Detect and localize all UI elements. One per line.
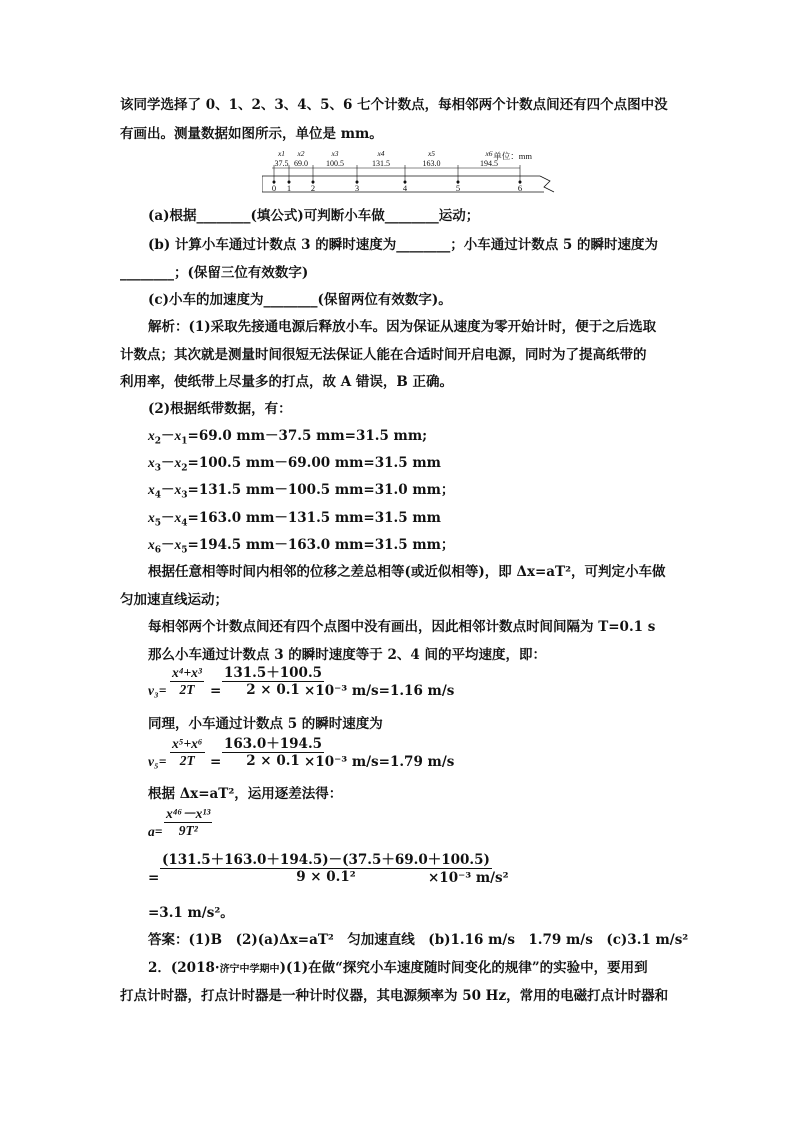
segment-length: 69.0 bbox=[294, 159, 308, 168]
segment-label: x3 bbox=[331, 149, 339, 158]
analysis-para-4: 每相邻两个计数点间还有四个点图中没有画出，因此相邻计数点时间间隔为 T=0.1 s bbox=[148, 619, 656, 635]
analysis-para-6: 同理，小车通过计数点 5 的瞬时速度为 bbox=[148, 716, 383, 732]
difference-line: $x_4-x_3=131.5$ mm－100.5 mm=31.0 mm； bbox=[148, 482, 455, 501]
segment-length: 100.5 bbox=[326, 159, 344, 168]
analysis-label: 解析： bbox=[148, 319, 189, 335]
question-b-line-2: ________；(保留三位有效数字) bbox=[120, 265, 309, 281]
difference-line: $x_2-x_1=69.0$ mm－37.5 mm=31.5 mm; bbox=[148, 428, 428, 447]
analysis-para-5: 那么小车通过计数点 3 的瞬时速度等于 2、4 间的平均速度，即： bbox=[148, 647, 546, 663]
a-lhs: a= bbox=[148, 824, 163, 839]
a-fraction: $\frac{\text{x⁴⁶－x¹³}}{\text{9T²}}$ bbox=[166, 806, 211, 838]
segment-length: 163.0 bbox=[422, 159, 441, 168]
segment-label: x6 bbox=[485, 149, 493, 158]
segment-label: x4 bbox=[377, 149, 385, 158]
count-point-label: 4 bbox=[402, 183, 408, 193]
v3-lhs: v₃= bbox=[148, 683, 167, 698]
question-source: 济宁中学期中 bbox=[219, 964, 280, 975]
a2-lhs: = bbox=[148, 870, 160, 886]
count-point-label: 3 bbox=[354, 183, 360, 193]
intro-line-2: 有画出。测量数据如图所示，单位是 mm。 bbox=[120, 126, 383, 142]
analysis-para-3-line-2: 匀加速直线运动； bbox=[120, 592, 228, 608]
question-a: (a)根据________(填公式)可判断小车做________运动； bbox=[148, 208, 480, 224]
next-question-line-1: 2．(2018·济宁中学期中)(1)在做“探究小车速度随时间变化的规律”的实验中，要用到 bbox=[148, 960, 648, 976]
paper-tape-diagram bbox=[262, 148, 562, 194]
count-point-label: 5 bbox=[455, 183, 461, 193]
difference-line: $x_5-x_4=163.0$ mm－131.5 mm=31.5 mm bbox=[148, 510, 441, 529]
count-point-label: 2 bbox=[310, 183, 316, 193]
count-point-label: 6 bbox=[517, 183, 523, 193]
v5-result: ×10⁻³ m/s=1.79 m/s bbox=[304, 754, 455, 770]
question-c: (c)小车的加速度为________(保留两位有效数字)。 bbox=[148, 292, 452, 308]
segment-length: 194.5 bbox=[480, 159, 498, 168]
analysis-para-3-line-1: 根据任意相等时间内相邻的位移之差总相等(或近似相等)，即 Δx=aT²，可判定小车做 bbox=[148, 564, 666, 580]
question-b-line-1: (b) 计算小车通过计数点 3 的瞬时速度为________；小车通过计数点 5 的瞬时速度为 bbox=[148, 237, 658, 253]
analysis-para-1-line-3: 利用率，使纸带上尽量多的打点，故 A 错误，B 正确。 bbox=[120, 374, 453, 390]
a-result: =3.1 m/s²。 bbox=[148, 905, 234, 921]
analysis-para-1-line-2: 计数点；其次就是测量时间很短无法保证人能在合适时间开启电源，同时为了提高纸带的 bbox=[120, 347, 647, 363]
v5-fraction-1: $\frac{\text{x⁵+x⁶}}{2T}$ bbox=[172, 736, 203, 768]
analysis-para-7: 根据 Δx=aT²，运用逐差法得： bbox=[148, 786, 343, 802]
answer-line: 答案：(1)B (2)(a)Δx=aT² 匀加速直线 (b)1.16 m/s 1.79 m/s (c)3.1 m/s² bbox=[148, 932, 689, 948]
tape-unit-label: 单位：mm bbox=[493, 151, 532, 161]
segment-length: 131.5 bbox=[372, 159, 390, 168]
v3-fraction-2: $\frac{131.5+100.5}{2 \times 0.1}$ bbox=[224, 665, 323, 698]
analysis-para-1-line-1: 解析：(1)采取先接通电源后释放小车。因为保证从速度为零开始计时，便于之后选取 bbox=[148, 319, 657, 335]
segment-length: 37.5 bbox=[274, 159, 289, 168]
segment-label: x1 bbox=[277, 149, 286, 158]
intro-line-1: 该同学选择了 0、1、2、3、4、5、6 七个计数点，每相邻两个计数点间还有四个点图中没 bbox=[120, 97, 668, 113]
next-question-line-2: 打点计时器，打点计时器是一种计时仪器，其电源频率为 50 Hz，常用的电磁打点计时器和 bbox=[120, 988, 669, 1004]
segment-label: x2 bbox=[297, 149, 305, 158]
a2-result: ×10⁻³ m/s² bbox=[428, 870, 509, 886]
count-point-label: 1 bbox=[286, 183, 292, 193]
analysis-para-2: (2)根据纸带数据，有： bbox=[148, 401, 292, 417]
v3-result: ×10⁻³ m/s=1.16 m/s bbox=[304, 683, 455, 699]
difference-line: $x_6-x_5=194.5$ mm－163.0 mm=31.5 mm； bbox=[148, 537, 455, 556]
a2-fraction: $\frac{(131.5+163.0+194.5)-(37.5+69.0+100.5)}{\text{9 × 0.1²}}$ bbox=[162, 852, 490, 885]
count-point-label: 0 bbox=[271, 183, 277, 193]
segment-label: x5 bbox=[427, 149, 436, 158]
difference-line: $x_3-x_2=100.5$ mm－69.00 mm=31.5 mm bbox=[148, 455, 441, 474]
v3-fraction-1: $\frac{\text{x⁴+x³}}{2T}$ bbox=[172, 665, 202, 697]
v5-lhs: v₅= bbox=[148, 754, 167, 769]
tape-torn-edge bbox=[540, 176, 554, 192]
v5-fraction-2: $\frac{163.0+194.5}{2 \times 0.1}$ bbox=[224, 736, 323, 769]
